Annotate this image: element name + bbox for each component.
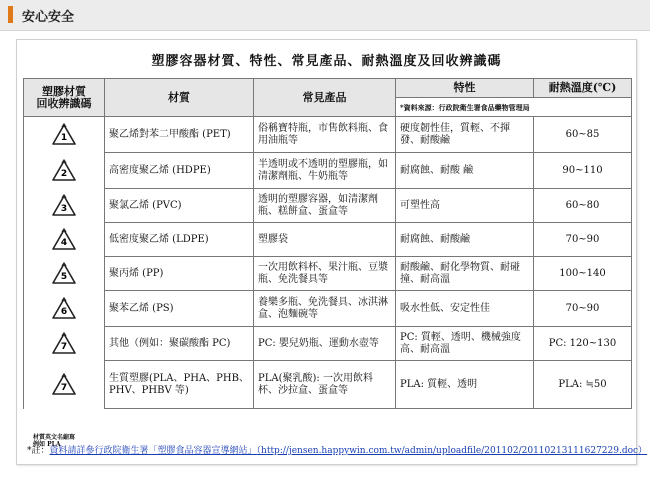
header-code [24,79,105,117]
table-row [24,153,632,189]
heat-cell: PLA: ≒50 [534,361,632,409]
table-row [24,327,632,361]
table-title: 塑膠容器材質、特性、常見產品、耐熱溫度及回收辨識碼 [151,54,502,69]
products-cell: 養樂多瓶、免洗餐具、冰淇淋盒、泡麵碗等 [254,291,396,327]
header-code-line2: 回收辨識碼 [36,96,92,110]
recycle-code-number: 5 [60,271,68,282]
recycle-code-cell [24,291,105,327]
recycle-code-number: 3 [60,203,68,214]
material-cell: 聚丙烯 (PP) [105,257,254,291]
header-material: 材質 [105,79,254,117]
footnote-prefix: *註： [27,446,50,456]
header-accent-mark [8,6,13,23]
products-cell: 塑膠袋 [254,223,396,257]
material-cell: 其他（例如：聚碳酸酯 PC) [105,327,254,361]
material-cell: 聚乙烯對苯二甲酸酯 (PET) [105,117,254,153]
recycle-code-number: 7 [60,341,68,352]
heat-cell: 70~90 [534,223,632,257]
products-cell: 俗稱寶特瓶，市售飲料瓶、食用油瓶等 [254,117,396,153]
heat-cell: 60~85 [534,117,632,153]
table-row [24,291,632,327]
footnote-url[interactable]: （http://jensen.happywin.com.tw/admin/uploadfile/201102/20110213111627229.doc） [256,446,648,456]
section-header [0,0,650,31]
recycle-triangle-icon [51,373,77,397]
products-cell: 半透明或不透明的塑膠瓶，如清潔劑瓶、牛奶瓶等 [254,153,396,189]
source-note-cell [396,98,632,117]
properties-cell: 耐酸鹼、耐化學物質、耐碰撞、耐高溫 [396,257,534,291]
plastics-table [23,78,632,409]
table-row [24,223,632,257]
material-cell: 生質塑膠(PLA、PHA、PHB、PHV、PHBV 等) [105,361,254,409]
material-cell: 高密度聚乙烯 (HDPE) [105,153,254,189]
recycle-triangle-icon [51,123,77,147]
properties-cell: 耐腐蝕、耐酸鹼 [396,223,534,257]
symbol-legend-line2: 例如 PLA [33,441,61,448]
products-cell: PLA(聚乳酸): 一次用飲料杯、沙拉盒、蛋盒等 [254,361,396,409]
recycle-triangle-icon [51,228,77,252]
recycle-code-cell [24,361,105,409]
content-panel [16,39,648,465]
properties-cell: 耐腐蝕、耐酸 鹼 [396,153,534,189]
source-note: *資料來源：行政院衛生署食品藥物管理局 [400,102,530,112]
recycle-triangle-icon [51,159,77,183]
recycle-code-cell [24,223,105,257]
recycle-triangle-icon [51,194,77,218]
table-row [24,189,632,223]
properties-cell: PC: 質輕、透明、機械強度高、耐高溫 [396,327,534,361]
header-heat: 耐熱溫度(℃) [534,79,632,98]
recycle-triangle-icon [51,297,77,321]
recycle-code-cell [24,257,105,291]
properties-cell: 可塑性高 [396,189,534,223]
footnote-link[interactable]: 資料請詳參行政院衛生署「塑膠食品容器宣導網站」 [49,446,257,456]
recycle-code-cell [24,327,105,361]
heat-cell: 70~90 [534,291,632,327]
header-products: 常見產品 [254,79,396,117]
recycle-code-number: 4 [60,237,68,248]
properties-cell: 硬度韌性佳，質輕、不揮發、耐酸鹼 [396,117,534,153]
recycle-code-number: 2 [60,168,68,179]
recycle-code-number: 1 [60,132,68,143]
properties-cell: PLA: 質輕、透明 [396,361,534,409]
table-row [24,117,632,153]
material-cell: 低密度聚乙烯 (LDPE) [105,223,254,257]
table-row [24,257,632,291]
recycle-code-number: 7 [60,382,68,393]
heat-cell: 100~140 [534,257,632,291]
recycle-code-number: 6 [60,306,68,317]
heat-cell: PC: 120~130 [534,327,632,361]
section-title: 安心安全 [22,10,75,25]
footnote [27,443,647,456]
products-cell: PC: 嬰兒奶瓶、運動水壺等 [254,327,396,361]
properties-cell: 吸水性低、安定性佳 [396,291,534,327]
recycle-code-cell [24,189,105,223]
recycle-code-cell [24,153,105,189]
material-cell: 聚氯乙烯 (PVC) [105,189,254,223]
header-properties: 特性 [396,79,534,98]
heat-cell: 60~80 [534,189,632,223]
recycle-triangle-icon [51,332,77,356]
heat-cell: 90~110 [534,153,632,189]
symbol-legend-line1: 材質英文名縮寫 [33,434,76,441]
products-cell: 透明的塑膠容器，如清潔劑瓶、糕餅盒、蛋盒等 [254,189,396,223]
products-cell: 一次用飲料杯、果汁瓶、豆漿瓶、免洗餐具等 [254,257,396,291]
table-row [24,361,632,409]
recycle-triangle-icon [51,262,77,286]
recycle-code-cell [24,117,105,153]
header-code-line1: 塑膠材質 [42,84,86,98]
material-cell: 聚苯乙烯 (PS) [105,291,254,327]
